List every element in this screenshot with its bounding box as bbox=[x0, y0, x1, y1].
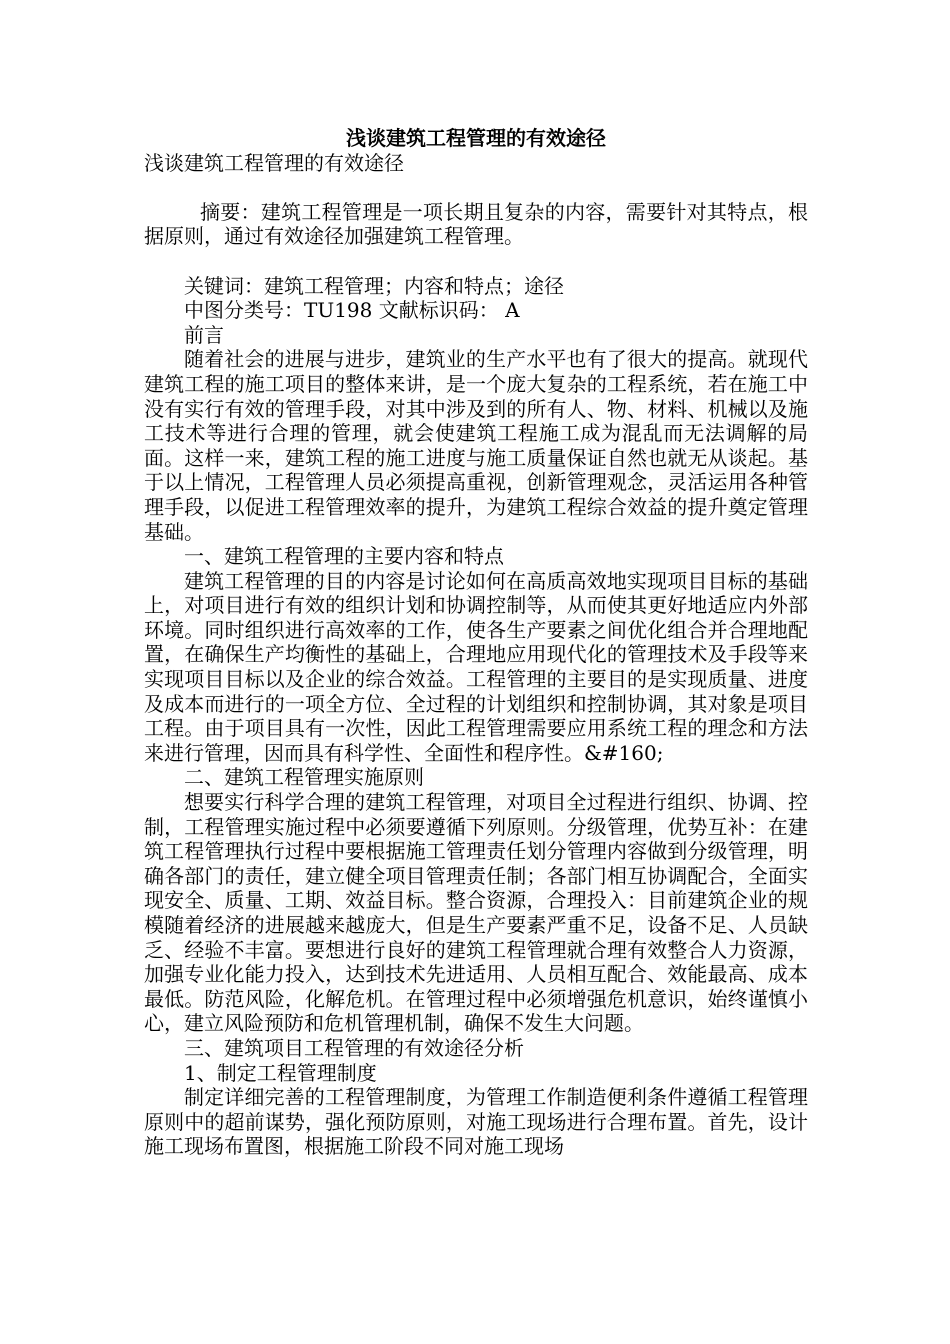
foreword-heading: 前言 bbox=[184, 322, 224, 347]
document-page bbox=[144, 118, 808, 1159]
document-subtitle: 浅谈建筑工程管理的有效途径 bbox=[144, 150, 404, 175]
section-heading: 一、建筑工程管理的主要内容和特点 bbox=[184, 544, 504, 569]
body-paragraph: 随着社会的进展与进步，建筑业的生产水平也有了很大的提高。就现代建筑工程的施工项目的整体来讲，是一个庞大复杂的工程系统，若在施工中没有实行有效的管理手段，对其中涉及到的所有人、物、材料、机械以及施工技术等进行合理的管理，就会使建筑工程施工成为混乱而无法调解的局面。这样一来，建筑工程的施工进度与施工质量保证自然也就无从谈起。基于以上情况，工程管理人员必须提高重视，创新管理观念，灵活运用各种管理手段，以促进工程管理效率的提升，为建筑工程综合效益的提升奠定管理基础。 bbox=[144, 347, 808, 544]
body-paragraph: 想要实行科学合理的建筑工程管理，对项目全过程进行组织、协调、控制，工程管理实施过程中必须要遵循下列原则。分级管理，优势互补：在建筑工程管理执行过程中要根据施工管理责任划分管理内容做到分级管理，明确各部门的责任，建立健全项目管理责任制；各部门相互协调配合，全面实现安全、质量、工期、效益目标。整合资源，合理投入：目前建筑企业的规模随着经济的进展越来越庞大，但是生产要素严重不足，设备不足、人员缺乏、经验不丰富。要想进行良好的建筑工程管理就合理有效整合人力资源，加强专业化能力投入，达到技术先进适用、人员相互配合、效能最高、成本最低。防范风险，化解危机。在管理过程中必须增强危机意识，始终谨慎小心，建立风险预防和危机管理机制，确保不发生大问题。 bbox=[144, 790, 808, 1036]
blank-line bbox=[144, 175, 808, 200]
section-heading: 三、建筑项目工程管理的有效途径分析 bbox=[184, 1035, 524, 1060]
body-paragraph: 制定详细完善的工程管理制度，为管理工作制造便利条件遵循工程管理原则中的超前谋势，强化预防原则，对施工现场进行合理布置。首先，设计施工现场布置图，根据施工阶段不同对施工现场 bbox=[144, 1085, 808, 1159]
blank-line bbox=[144, 249, 808, 274]
subsection-heading: 1、制定工程管理制度 bbox=[184, 1060, 377, 1085]
abstract-paragraph: 摘要：建筑工程管理是一项长期且复杂的内容，需要针对其特点，根据原则，通过有效途径加强建筑工程管理。 bbox=[144, 199, 808, 249]
body-paragraph: 建筑工程管理的目的内容是讨论如何在高质高效地实现项目目标的基础上，对项目进行有效的组织计划和协调控制等，从而使其更好地适应内外部环境。同时组织进行高效率的工作，使各生产要素之间优化组合并合理地配置，在确保生产均衡性的基础上，合理地应用现代化的管理技术及手段等来实现项目目标以及企业的综合效益。工程管理的主要目的是实现质量、进度及成本而进行的一项全方位、全过程的计划组织和控制协调，其对象是项目工程。由于项目具有一次性，因此工程管理需要应用系统工程的理念和方法来进行管理，因而具有科学性、全面性和程序性。&#160; bbox=[144, 568, 808, 765]
document-title: 浅谈建筑工程管理的有效途径 bbox=[346, 126, 606, 150]
keywords-line: 关键词：建筑工程管理；内容和特点；途径 bbox=[184, 273, 564, 298]
classification-line: 中图分类号：TU198 文献标识码： A bbox=[184, 298, 520, 323]
section-heading: 二、建筑工程管理实施原则 bbox=[184, 765, 424, 790]
